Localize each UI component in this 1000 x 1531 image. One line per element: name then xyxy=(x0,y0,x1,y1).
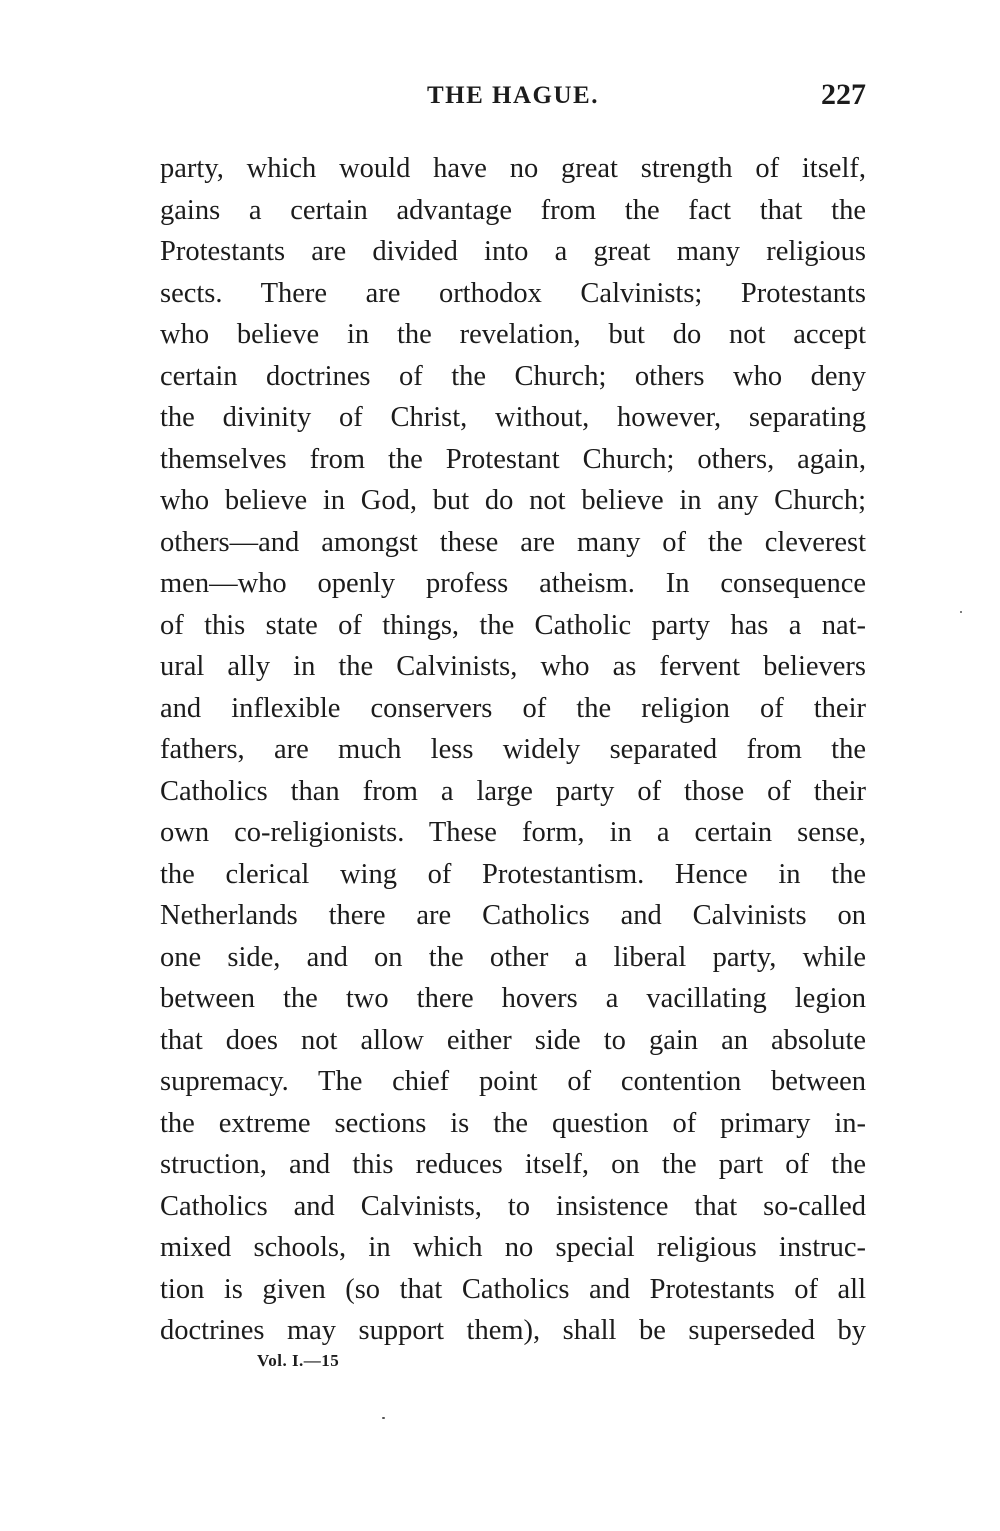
text-line: others—and amongst these are many of the cleverest xyxy=(160,526,866,558)
text-line: tion is given (so that Catholics and Protestants of all xyxy=(160,1273,866,1305)
text-line: the clerical wing of Protestantism. Hence in the xyxy=(160,858,866,890)
text-line: mixed schools, in which no special religious instruc- xyxy=(160,1232,866,1263)
text-line: struction, and this reduces itself, on the part of the xyxy=(160,1149,866,1180)
text-line: and inflexible conservers of the religion of their xyxy=(160,692,866,724)
text-line: Netherlands there are Catholics and Calvinists on xyxy=(160,900,866,931)
text-line: party, which would have no great strength of itself, xyxy=(160,153,866,184)
text-line: one side, and on the other a liberal party, while xyxy=(160,941,866,973)
page-number: 227 xyxy=(821,78,866,111)
ink-speck xyxy=(382,1417,385,1419)
text-line: the extreme sections is the question of primary in- xyxy=(160,1107,866,1139)
text-line: gains a certain advantage from the fact that the xyxy=(160,194,866,226)
text-line: doctrines may support them), shall be superseded by xyxy=(160,1315,866,1346)
text-line: sects. There are orthodox Calvinists; Protestants xyxy=(160,277,866,309)
text-line: supremacy. The chief point of contention between xyxy=(160,1066,866,1097)
text-line: certain doctrines of the Church; others who deny xyxy=(160,360,866,392)
text-line: that does not allow either side to gain an absolute xyxy=(160,1024,866,1056)
text-line: who believe in the revelation, but do not accept xyxy=(160,319,866,350)
text-line: ural ally in the Calvinists, who as fervent believers xyxy=(160,651,866,682)
ink-speck xyxy=(960,611,962,613)
text-line: between the two there hovers a vacillating legion xyxy=(160,983,866,1014)
body-text xyxy=(160,148,866,1352)
text-line: Catholics and Calvinists, to insistence that so-called xyxy=(160,1190,866,1222)
text-line: who believe in God, but do not believe in any Church; xyxy=(160,485,866,516)
signature-mark: Vol. I.—15 xyxy=(257,1351,340,1370)
running-title: THE HAGUE. xyxy=(427,82,599,109)
text-line: men—who openly profess atheism. In consequence xyxy=(160,568,866,599)
text-line: of this state of things, the Catholic party has a nat- xyxy=(160,609,866,641)
text-line: fathers, are much less widely separated from the xyxy=(160,734,866,765)
text-line: themselves from the Protestant Church; others, again, xyxy=(160,443,866,475)
running-head xyxy=(160,78,866,118)
text-line: the divinity of Christ, without, however, separating xyxy=(160,402,866,433)
text-line: own co-religionists. These form, in a certain sense, xyxy=(160,817,866,848)
text-line: Protestants are divided into a great many religious xyxy=(160,236,866,267)
text-line: Catholics than from a large party of those of their xyxy=(160,775,866,807)
